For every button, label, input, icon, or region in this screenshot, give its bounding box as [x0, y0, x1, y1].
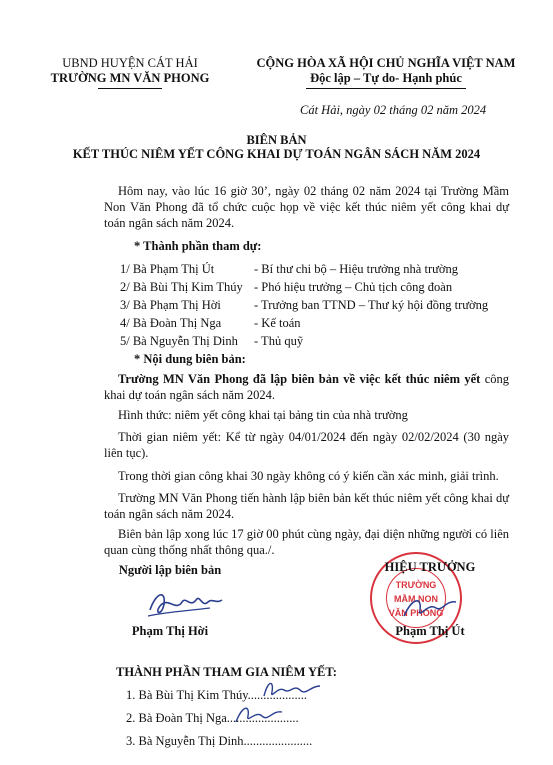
content-paragraph-1-bold: Trường MN Văn Phong đã lập biên bản về việc kết thúc niêm yết: [118, 372, 481, 386]
content-paragraph-6: Biên bản lập xong lúc 17 giờ 00 phút cùng ngày, đại diện những người có liên quan cùng thống nhất thông qua./.: [104, 527, 509, 557]
school-name: TRƯỜNG MN VĂN PHONG: [50, 71, 210, 85]
intro-paragraph: Hôm nay, vào lúc 16 giờ 30’, ngày 02 tháng 02 năm 2024 tại Trường Mầm Non Văn Phong đã tổ chức cuộc họp về việc kết thúc niêm yết công khai dự toán ngân sách năm 2024.: [104, 184, 509, 230]
principal-signature: [400, 590, 460, 624]
content-paragraph-4: Trong thời gian công khai 30 ngày không có ý kiến cần xác minh, giải trình.: [118, 469, 499, 483]
org-name: UBND HUYỆN CÁT HẢI: [62, 56, 198, 70]
member-row: [126, 734, 312, 749]
member-label: 2. Bà Đoàn Thị Nga: [126, 711, 227, 725]
member-label: 3. Bà Nguyễn Thị Dinh: [126, 734, 244, 748]
nation-title: CỘNG HÒA XÃ HỘI CHỦ NGHĨA VIỆT NAM: [256, 56, 516, 70]
preparer-title: Người lập biên bản: [118, 563, 222, 577]
seal-text-top: TRƯỜNG: [395, 580, 437, 590]
participant-role: - Bí thư chi bộ – Hiệu trưởng nhà trường: [254, 262, 459, 276]
participant-name: 5/ Bà Nguyễn Thị Dinh: [120, 334, 238, 348]
content-paragraph-2: Hình thức: niêm yết công khai tại bảng tin của nhà trường: [118, 408, 408, 422]
member-dots: ...................: [247, 688, 308, 702]
place-date: Cát Hải, ngày 02 tháng 02 năm 2024: [300, 103, 487, 117]
participant-name: 2/ Bà Bùi Thị Kim Thúy: [120, 280, 243, 294]
member-label: 1. Bà Bùi Thị Kim Thúy: [126, 688, 248, 702]
participant-name: 3/ Bà Phạm Thị Hời: [120, 298, 221, 312]
content-heading: * Nội dung biên bản:: [134, 352, 246, 366]
member-dots: ......................: [243, 734, 313, 748]
nation-motto: Độc lập – Tự do- Hạnh phúc: [310, 71, 462, 85]
preparer-signature: [146, 586, 226, 622]
member-signature: [260, 676, 324, 702]
motto-underline: [306, 88, 466, 89]
seal-text-mid: MẦM NON: [394, 594, 438, 604]
participant-name: 1/ Bà Phạm Thị Út: [120, 262, 215, 276]
member-dots: .......................: [226, 711, 299, 725]
participant-name: 4/ Bà Đoàn Thị Nga: [120, 316, 222, 330]
content-paragraph-5: Trường MN Văn Phong tiến hành lập biên bản kết thúc niêm yết công khai dự toán ngân sách năm 2024.: [104, 491, 509, 521]
participant-role: - Trưởng ban TTND – Thư ký hội đồng trường: [254, 298, 489, 312]
content-paragraph-1: [104, 371, 509, 403]
seal-text-bot: VĂN PHONG: [388, 608, 444, 618]
members-heading: THÀNH PHẦN THAM GIA NIÊM YẾT:: [116, 665, 337, 679]
principal-title: HIỆU TRƯỞNG: [384, 560, 476, 574]
participant-role: - Thủ quỹ: [254, 334, 304, 348]
content-paragraph-3: Thời gian niêm yết: Kể từ ngày 04/01/2024 đến ngày 02/02/2024 (30 ngày liên tục).: [104, 430, 509, 460]
doc-title: BIÊN BẢN: [246, 133, 307, 147]
content-paragraph-1-rest: công khai dự toán ngân sách năm 2024.: [104, 372, 509, 402]
member-signature: [232, 700, 286, 726]
participants-heading: * Thành phần tham dự:: [134, 239, 262, 253]
doc-subtitle: KẾT THÚC NIÊM YẾT CÔNG KHAI DỰ TOÁN NGÂN SÁCH NĂM 2024: [72, 147, 481, 161]
school-name-underline: [98, 88, 162, 89]
principal-name: Phạm Thị Út: [395, 624, 465, 638]
preparer-name: Phạm Thị Hời: [131, 624, 209, 638]
participant-role: - Kế toán: [254, 316, 301, 330]
participant-role: - Phó hiệu trưởng – Chủ tịch công đoàn: [254, 280, 453, 294]
